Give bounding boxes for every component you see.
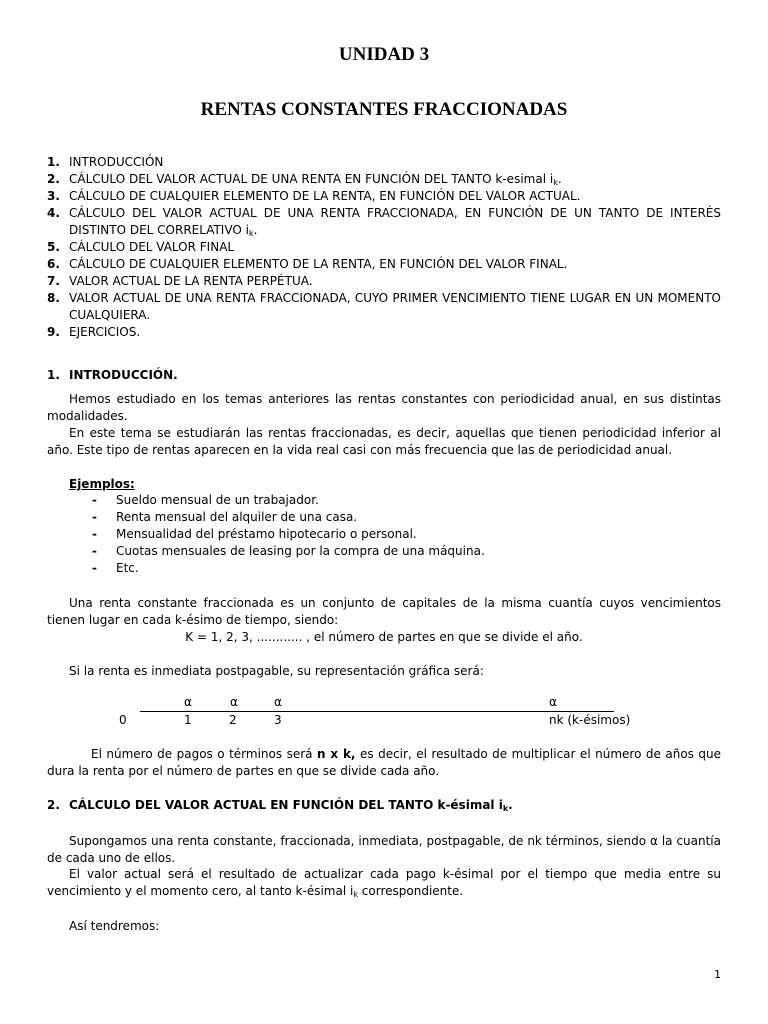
page-number: 1 [714,968,721,981]
list-item-text: Cuotas mensuales de leasing por la compra de una máquina. [116,544,485,558]
section-title-tail: . [508,798,513,812]
toc-number: 2. [47,172,60,186]
toc-text: VALOR ACTUAL DE UNA RENTA FRACCIONADA, CUYO PRIMER VENCIMIENTO TIENE LUGAR EN UN MOMENTO CUALQUIERA. [69,291,721,322]
unit-heading: UNIDAD 3 [338,44,430,65]
text-run: es decir, el resultado de multiplicar el número de años que dura la renta por el número de partes en que se divide cada año. [47,747,721,778]
table-of-contents [47,154,721,341]
toc-text: CÁLCULO DEL VALOR ACTUAL DE UNA RENTA FRACCIONADA, EN FUNCIÓN DE UN TANTO DE INTERÉS DISTINTO DEL CORRELATIVO i [69,206,721,237]
paragraph: Una renta constante fraccionada es un conjunto de capitales de la misma cuantía cuyos vencimientos tienen lugar en cada k-ésimo de tiempo, siendo: [47,596,721,627]
toc-text: VALOR ACTUAL DE LA RENTA PERPÉTUA. [69,274,313,288]
paragraph [47,746,721,780]
toc-text: CÁLCULO DEL VALOR FINAL [69,240,235,254]
section-title: INTRODUCCIÓN. [69,368,178,382]
timeline-tick: 1 [184,713,192,727]
toc-item [47,324,721,341]
section-1-heading [47,367,178,384]
toc-item [47,205,721,239]
timeline-diagram [0,694,768,728]
examples-list [92,492,485,577]
toc-text: CÁLCULO DE CUALQUIER ELEMENTO DE LA RENTA, EN FUNCIÓN DEL VALOR FINAL. [69,257,568,271]
toc-tail: . [557,172,562,186]
bullet-dash: - [92,561,97,575]
timeline-axis [140,711,614,712]
emphasis: n x k, [317,747,356,761]
text-run: El número de pagos o términos será [91,747,317,761]
list-item [92,492,485,509]
toc-item [47,290,721,324]
toc-number: 8. [47,291,60,305]
section-number: 2. [47,798,60,812]
list-item-text: Renta mensual del alquiler de una casa. [116,510,358,524]
bullet-dash: - [92,544,97,558]
paragraph: Supongamos una renta constante, fraccionada, inmediata, postpagable, de nk términos, siendo α la cuantía de cada uno de ellos. [47,834,721,865]
paragraph: Así tendremos: [69,919,160,933]
examples-title: Ejemplos: [69,477,135,491]
toc-number: 7. [47,274,60,288]
timeline-tick: 2 [229,713,237,727]
payment-symbol: α [184,695,192,709]
toc-item [47,256,721,273]
section-2-heading [47,797,513,814]
paragraph: Hemos estudiado en los temas anteriores las rentas constantes con periodicidad anual, en sus distintas modalidades. [47,392,721,423]
text-run: correspondiente. [357,884,464,898]
list-item [92,543,485,560]
toc-item [47,154,721,171]
toc-item [47,171,721,188]
list-item-text: Sueldo mensual de un trabajador. [116,493,319,507]
paragraph: En este tema se estudiarán las rentas fraccionadas, es decir, aquellas que tienen periodicidad inferior al año. Este tipo de rentas aparecen en la vida real casi con más frecuencia que las de periodicidad anual. [47,426,721,457]
toc-tail: . [253,223,258,237]
bullet-dash: - [92,510,97,524]
paragraph: Si la renta es inmediata postpagable, su representación gráfica será: [69,664,484,678]
toc-item [47,239,721,256]
list-item-text: Etc. [116,561,139,575]
toc-number: 6. [47,257,60,271]
timeline-tick: nk (k-ésimos) [549,713,631,727]
subscript: k [353,890,358,899]
bullet-dash: - [92,493,97,507]
timeline-tick: 0 [119,713,127,727]
toc-number: 3. [47,189,60,203]
toc-text: CÁLCULO DE CUALQUIER ELEMENTO DE LA RENTA, EN FUNCIÓN DEL VALOR ACTUAL. [69,189,581,203]
toc-number: 1. [47,155,60,169]
list-item-text: Mensualidad del préstamo hipotecario o personal. [116,527,417,541]
toc-item [47,188,721,205]
page-title: RENTAS CONSTANTES FRACCIONADAS [200,99,568,120]
paragraph [47,866,721,900]
toc-number: 5. [47,240,60,254]
list-item [92,509,485,526]
payment-symbol: α [274,695,282,709]
text-run: El valor actual será el resultado de actualizar cada pago k-ésimal por el tiempo que media entre su vencimiento y el momento cero, al tanto k-ésimal i [47,867,721,898]
payment-symbol: α [230,695,238,709]
toc-number: 9. [47,325,60,339]
list-item [92,526,485,543]
toc-item [47,273,721,290]
section-number: 1. [47,368,60,382]
payment-symbol: α [549,695,557,709]
toc-number: 4. [47,206,60,220]
toc-text: CÁLCULO DEL VALOR ACTUAL DE UNA RENTA EN FUNCIÓN DEL TANTO k-esimal i [69,172,554,186]
toc-subscript: k [553,178,558,187]
section-title: CÁLCULO DEL VALOR ACTUAL EN FUNCIÓN DEL TANTO k-ésimal i [69,798,503,812]
toc-text: INTRODUCCIÓN [69,155,164,169]
timeline-tick: 3 [274,713,282,727]
k-definition: K = 1, 2, 3, ............ , el número de partes en que se divide el año. [185,630,583,644]
bullet-dash: - [92,527,97,541]
list-item [92,560,485,577]
section-title-subscript: k [502,804,509,813]
toc-subscript: k [248,229,254,238]
toc-text: EJERCICIOS. [69,325,141,339]
